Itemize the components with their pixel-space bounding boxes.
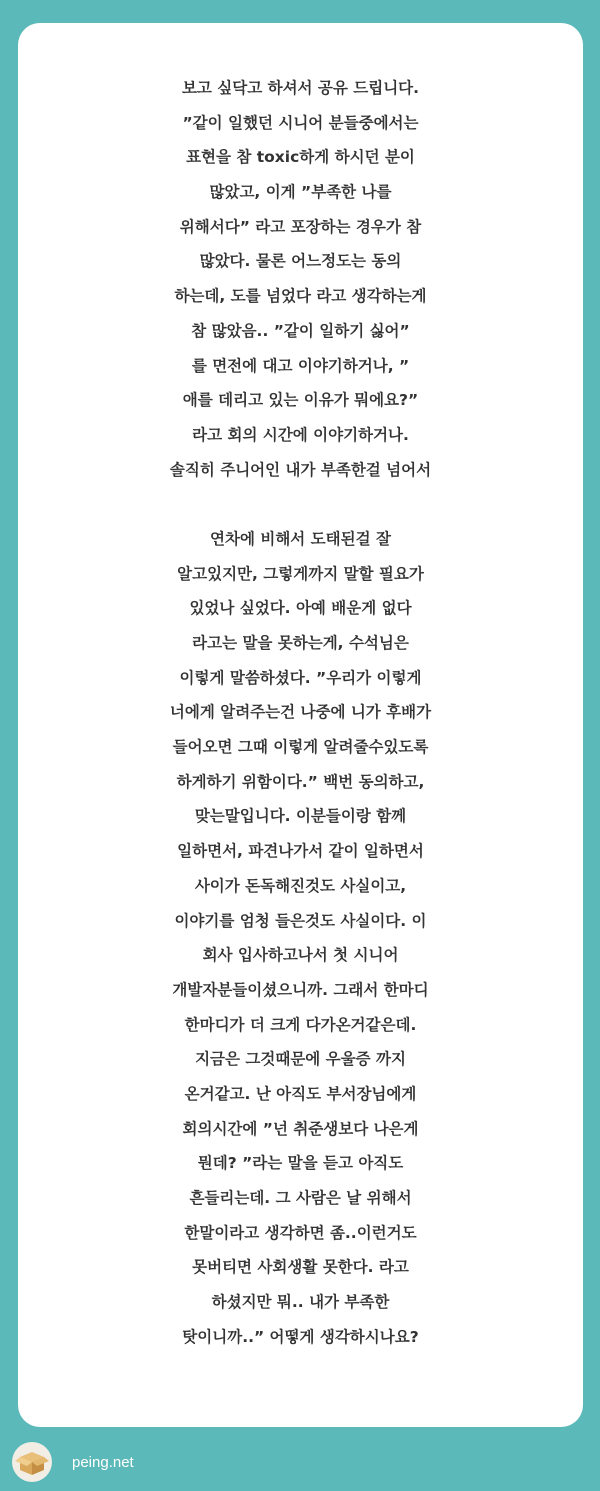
question-line: 들어오면 그때 이렇게 알려줄수있도록 (172, 738, 429, 757)
question-line: 하는데, 도를 넘었다 라고 생각하는게 (174, 287, 427, 306)
question-line: 연차에 비해서 도태된걸 잘 (210, 529, 391, 548)
question-line: 회사 입사하고나서 첫 시니어 (202, 946, 399, 965)
question-line: 많았다. 물론 어느정도는 동의 (199, 252, 402, 271)
question-line: 알고있지만, 그렇게까지 말할 필요가 (177, 564, 424, 583)
question-text (18, 71, 583, 1354)
question-line: 한마디가 더 크게 다가온거같은데. (184, 1015, 417, 1034)
question-card (18, 23, 583, 1427)
question-line: 일하면서, 파견나가서 같이 일하면서 (177, 842, 424, 861)
question-line: 이렇게 말씀하셨다. ”우리가 이렇게 (179, 668, 422, 687)
question-line: 이야기를 엄청 들은것도 사실이다. 이 (174, 911, 427, 930)
question-line: 너에게 알려주는건 나중에 니가 후배가 (169, 703, 432, 722)
question-line: ”같이 일했던 시니어 분들중에서는 (182, 113, 419, 132)
question-line (18, 487, 583, 522)
question-line: 를 면전에 대고 이야기하거나, ” (191, 356, 410, 375)
question-line: 한말이라고 생각하면 좀..이런거도 (184, 1223, 417, 1242)
question-line: 솔직히 주니어인 내가 부족한걸 넘어서 (169, 460, 432, 479)
question-line: 있었나 싶었다. 아예 배운게 없다 (189, 599, 412, 618)
question-line: 보고 싶닥고 하셔서 공유 드립니다. (181, 79, 420, 97)
question-line: 개발자분들이셨으니까. 그래서 한마디 (172, 980, 429, 999)
question-line: 표현을 참 toxic하게 하시던 분이 (186, 148, 415, 167)
question-line: 탓이니까..” 어떻게 생각하시나요? (182, 1327, 419, 1346)
question-line: 회의시간에 ”넌 취준생보다 나은게 (182, 1119, 419, 1138)
question-line: 하게하기 위함이다.” 백번 동의하고, (176, 772, 425, 791)
question-line: 온거같고. 난 아직도 부서장님에게 (184, 1084, 417, 1103)
question-line: 라고는 말을 못하는게, 수석님은 (192, 634, 409, 652)
question-line: 위해서다” 라고 포장하는 경우가 참 (179, 217, 422, 236)
question-line: 뭔데? ”라는 말을 듣고 아직도 (197, 1154, 404, 1173)
footer (12, 1441, 134, 1483)
question-line: 하셨지만 뭐.. 내가 부족한 (211, 1293, 390, 1312)
question-line: 지금은 그것때문에 우울증 까지 (195, 1050, 406, 1069)
cardboard-box-icon[interactable] (12, 1442, 52, 1482)
question-line: 라고 회의 시간에 이야기하거나. (192, 425, 409, 444)
question-line: 흔들리는데. 그 사람은 날 위해서 (189, 1189, 412, 1207)
question-line: 애를 데리고 있는 이유가 뭐에요?” (182, 391, 419, 410)
question-line: 못버티면 사회생활 못한다. 라고 (192, 1258, 409, 1277)
site-name[interactable]: peing.net (72, 1453, 134, 1471)
question-line: 맞는말입니다. 이분들이랑 함께 (194, 807, 407, 826)
question-line: 사이가 돈독해진것도 사실이고, (194, 876, 407, 895)
question-line: 많았고, 이게 ”부족한 나를 (209, 183, 392, 202)
question-line: 참 많았음.. ”같이 일하기 싫어” (191, 321, 410, 340)
